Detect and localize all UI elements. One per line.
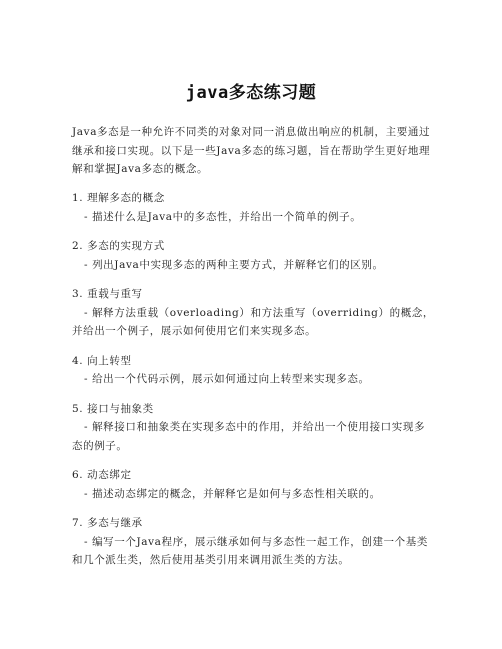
item-heading: 1. 理解多态的概念 — [72, 192, 165, 204]
item-description: - 解释接口和抽象类在实现多态中的作用，并给出一个使用接口实现多态的例子。 — [72, 421, 426, 452]
item-heading: 6. 动态绑定 — [72, 469, 132, 481]
item-heading: 7. 多态与继承 — [72, 517, 143, 529]
item-description: - 描述什么是Java中的多态性，并给出一个简单的例子。 — [84, 210, 362, 223]
list-item — [72, 189, 434, 226]
item-heading: 3. 重载与重写 — [72, 288, 143, 300]
exercise-list — [72, 189, 434, 581]
item-heading: 5. 接口与抽象类 — [72, 402, 154, 415]
list-item — [72, 352, 434, 389]
list-item — [72, 400, 434, 456]
document-title: java多态练习题 — [185, 83, 317, 103]
item-description: - 描述动态绑定的概念，并解释它是如何与多态性相关联的。 — [84, 487, 381, 500]
list-item — [72, 466, 434, 503]
item-description: - 给出一个代码示例，展示如何通过向上转型来实现多态。 — [84, 373, 370, 385]
intro-paragraph: Java多态是一种允许不同类的对象对同一消息做出响应的机制，主要通过继承和接口实现。以下是一些Java多态的练习题，旨在帮助学生更好地理解和掌握Java多态的概念。 — [72, 126, 431, 175]
list-item — [72, 237, 434, 274]
list-item — [72, 514, 434, 570]
item-heading: 4. 向上转型 — [72, 354, 132, 367]
list-item — [72, 285, 434, 341]
item-description: - 解释方法重载（overloading）和方法重写（overriding）的概念，并给出一个例子，展示如何使用它们来实现多态。 — [72, 306, 435, 337]
item-description: - 列出Java中实现多态的两种主要方式，并解释它们的区别。 — [84, 258, 384, 271]
item-description: - 编写一个Java程序，展示继承如何与多态性一起工作，创建一个基类和几个派生类，然后使用基类引用来调用派生类的方法。 — [72, 535, 428, 566]
item-heading: 2. 多态的实现方式 — [72, 240, 165, 252]
